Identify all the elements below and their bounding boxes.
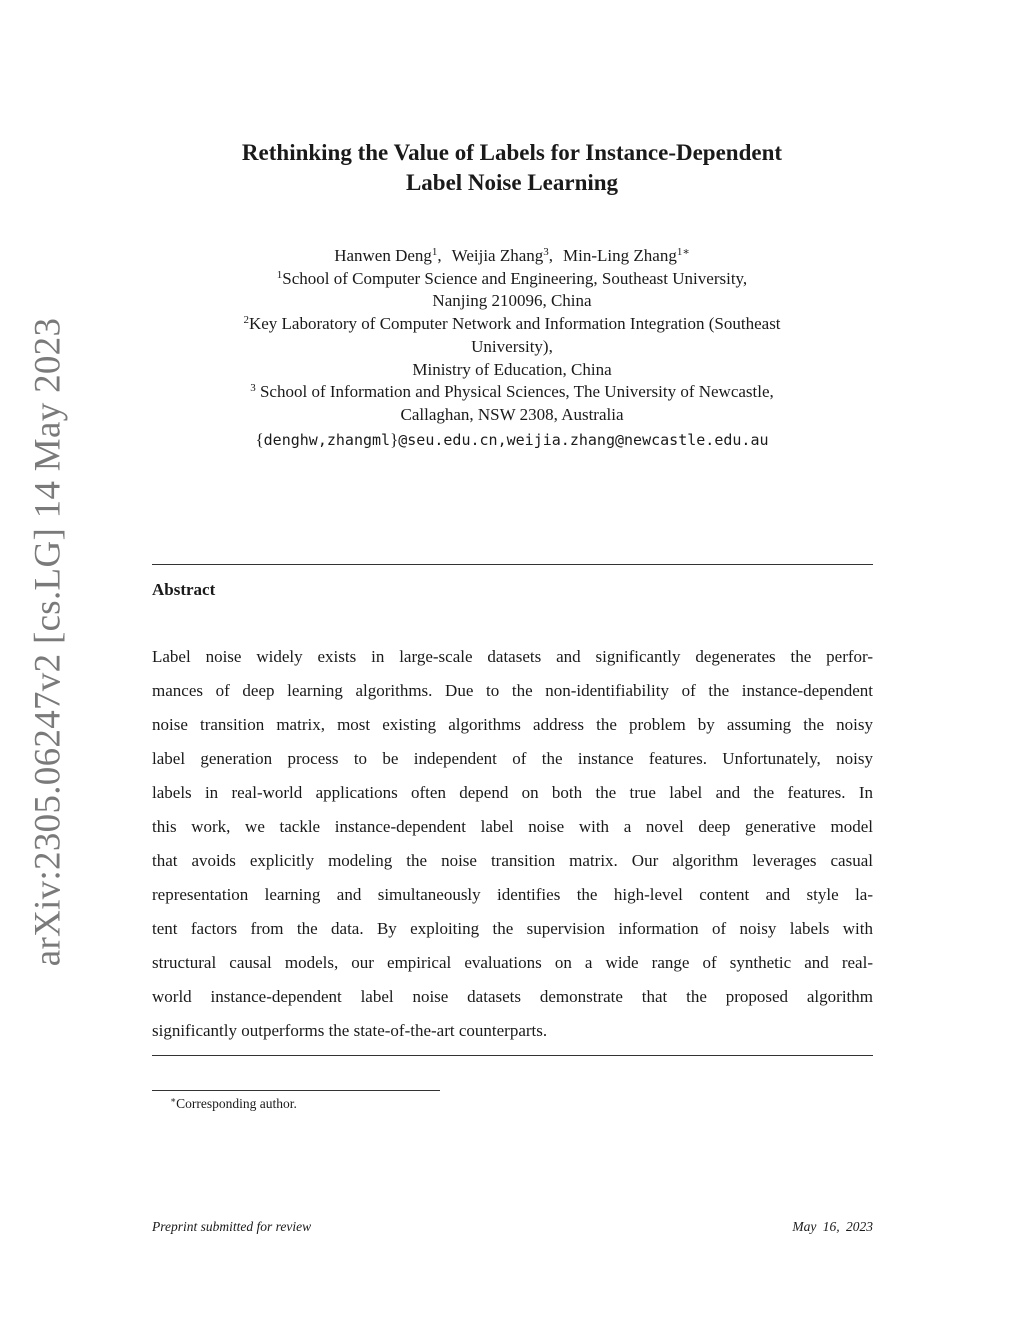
abstract-line: Label noise widely exists in large-scale datasets and significantly degenerates the perfor- [152,647,873,666]
author-3-name: Min-Ling Zhang [563,246,677,265]
author-emails [150,429,874,452]
abstract-bottom-rule [152,1055,873,1056]
footnote-mark: ∗ [170,1095,177,1105]
affiliation-1 [150,268,874,291]
author-2-sup: 3 [543,246,549,258]
footnote-rule [152,1090,440,1091]
abstract-line: this work, we tackle instance-dependent label noise with a novel deep generative model [152,817,873,836]
abstract-heading: Abstract [152,580,216,599]
affiliation-1-line-2: Nanjing 210096, China [432,291,592,311]
abstract-top-rule [152,564,873,565]
affiliation-2 [150,313,874,336]
paper-title [150,138,874,198]
arxiv-side-stamp [18,317,78,967]
affiliation-3 [150,381,874,404]
affiliation-2-line-1: Key Laboratory of Computer Network and Information Integration (Southeast [248,314,781,334]
affiliation-2-line-3: Ministry of Education, China [412,359,612,379]
footer-date: May 16, 2023 [792,1219,873,1234]
affiliation-1-line-1: School of Computer Science and Engineering, Southeast University, [282,268,748,288]
affiliation-3-sup: 3 [250,382,256,395]
affiliation-2-sup: 2 [243,314,249,327]
author-2-name: Weijia Zhang [451,246,544,265]
email-domains: @seu.edu.cn,weijia.zhang@newcastle.edu.au [398,430,769,449]
footer-preprint-note: Preprint submitted for review [152,1219,312,1234]
abstract-line: labels in real-world applications often depend on both the true label and the features. In [152,783,873,802]
abstract-line: tent factors from the data. By exploiting the supervision information of noisy labels with [152,919,873,938]
abstract-line: label generation process to be independent of the instance features. Unfortunately, noisy [152,749,873,768]
title-line-2: Label Noise Learning [405,170,619,195]
abstract-line: structural causal models, our empirical evaluations on a wide range of synthetic and real- [152,953,873,972]
abstract-line: world instance-dependent label noise datasets demonstrate that the proposed algorithm [152,987,873,1006]
author-names: Hanwen Deng$^1$, Weijia Zhang$^3$, Min-Ling Zhang$^{1∗}$ [334,246,690,265]
email-names: denghw,zhangml [263,430,391,449]
footnote-text: Corresponding author. [176,1096,297,1111]
affiliation-2-line-2: University), [471,336,553,356]
title-line-1: Rethinking the Value of Labels for Instance-Dependent [241,140,783,165]
arxiv-identifier: arXiv:2305.06247v2 [cs.LG] 14 May 2023 [27,317,69,967]
footnote [170,1096,297,1112]
author-block [150,245,874,451]
abstract-line: that avoids explicitly modeling the noise transition matrix. Our algorithm leverages casual [152,851,873,870]
abstract-line: noise transition matrix, most existing algorithms address the problem by assuming the noisy [152,715,873,734]
author-3-sup: 1∗ [676,246,690,258]
author-1-name: Hanwen Deng [334,246,432,265]
affiliation-3-line-1: School of Information and Physical Sciences, The University of Newcastle, [255,382,774,402]
email-brace-close: } [390,429,399,449]
abstract-line: significantly outperforms the state-of-the-art counterparts. [152,1021,548,1040]
email-brace-open: { [255,429,264,449]
author-1-sup: 1 [431,246,438,258]
affiliation-3-line-2: Callaghan, NSW 2308, Australia [400,404,624,424]
abstract-line: mances of deep learning algorithms. Due to the non-identifiability of the instance-dependent [152,681,873,700]
abstract-body [152,640,873,1048]
affiliation-1-sup: 1 [276,268,283,281]
abstract-line: representation learning and simultaneously identifies the high-level content and style la- [152,885,873,904]
